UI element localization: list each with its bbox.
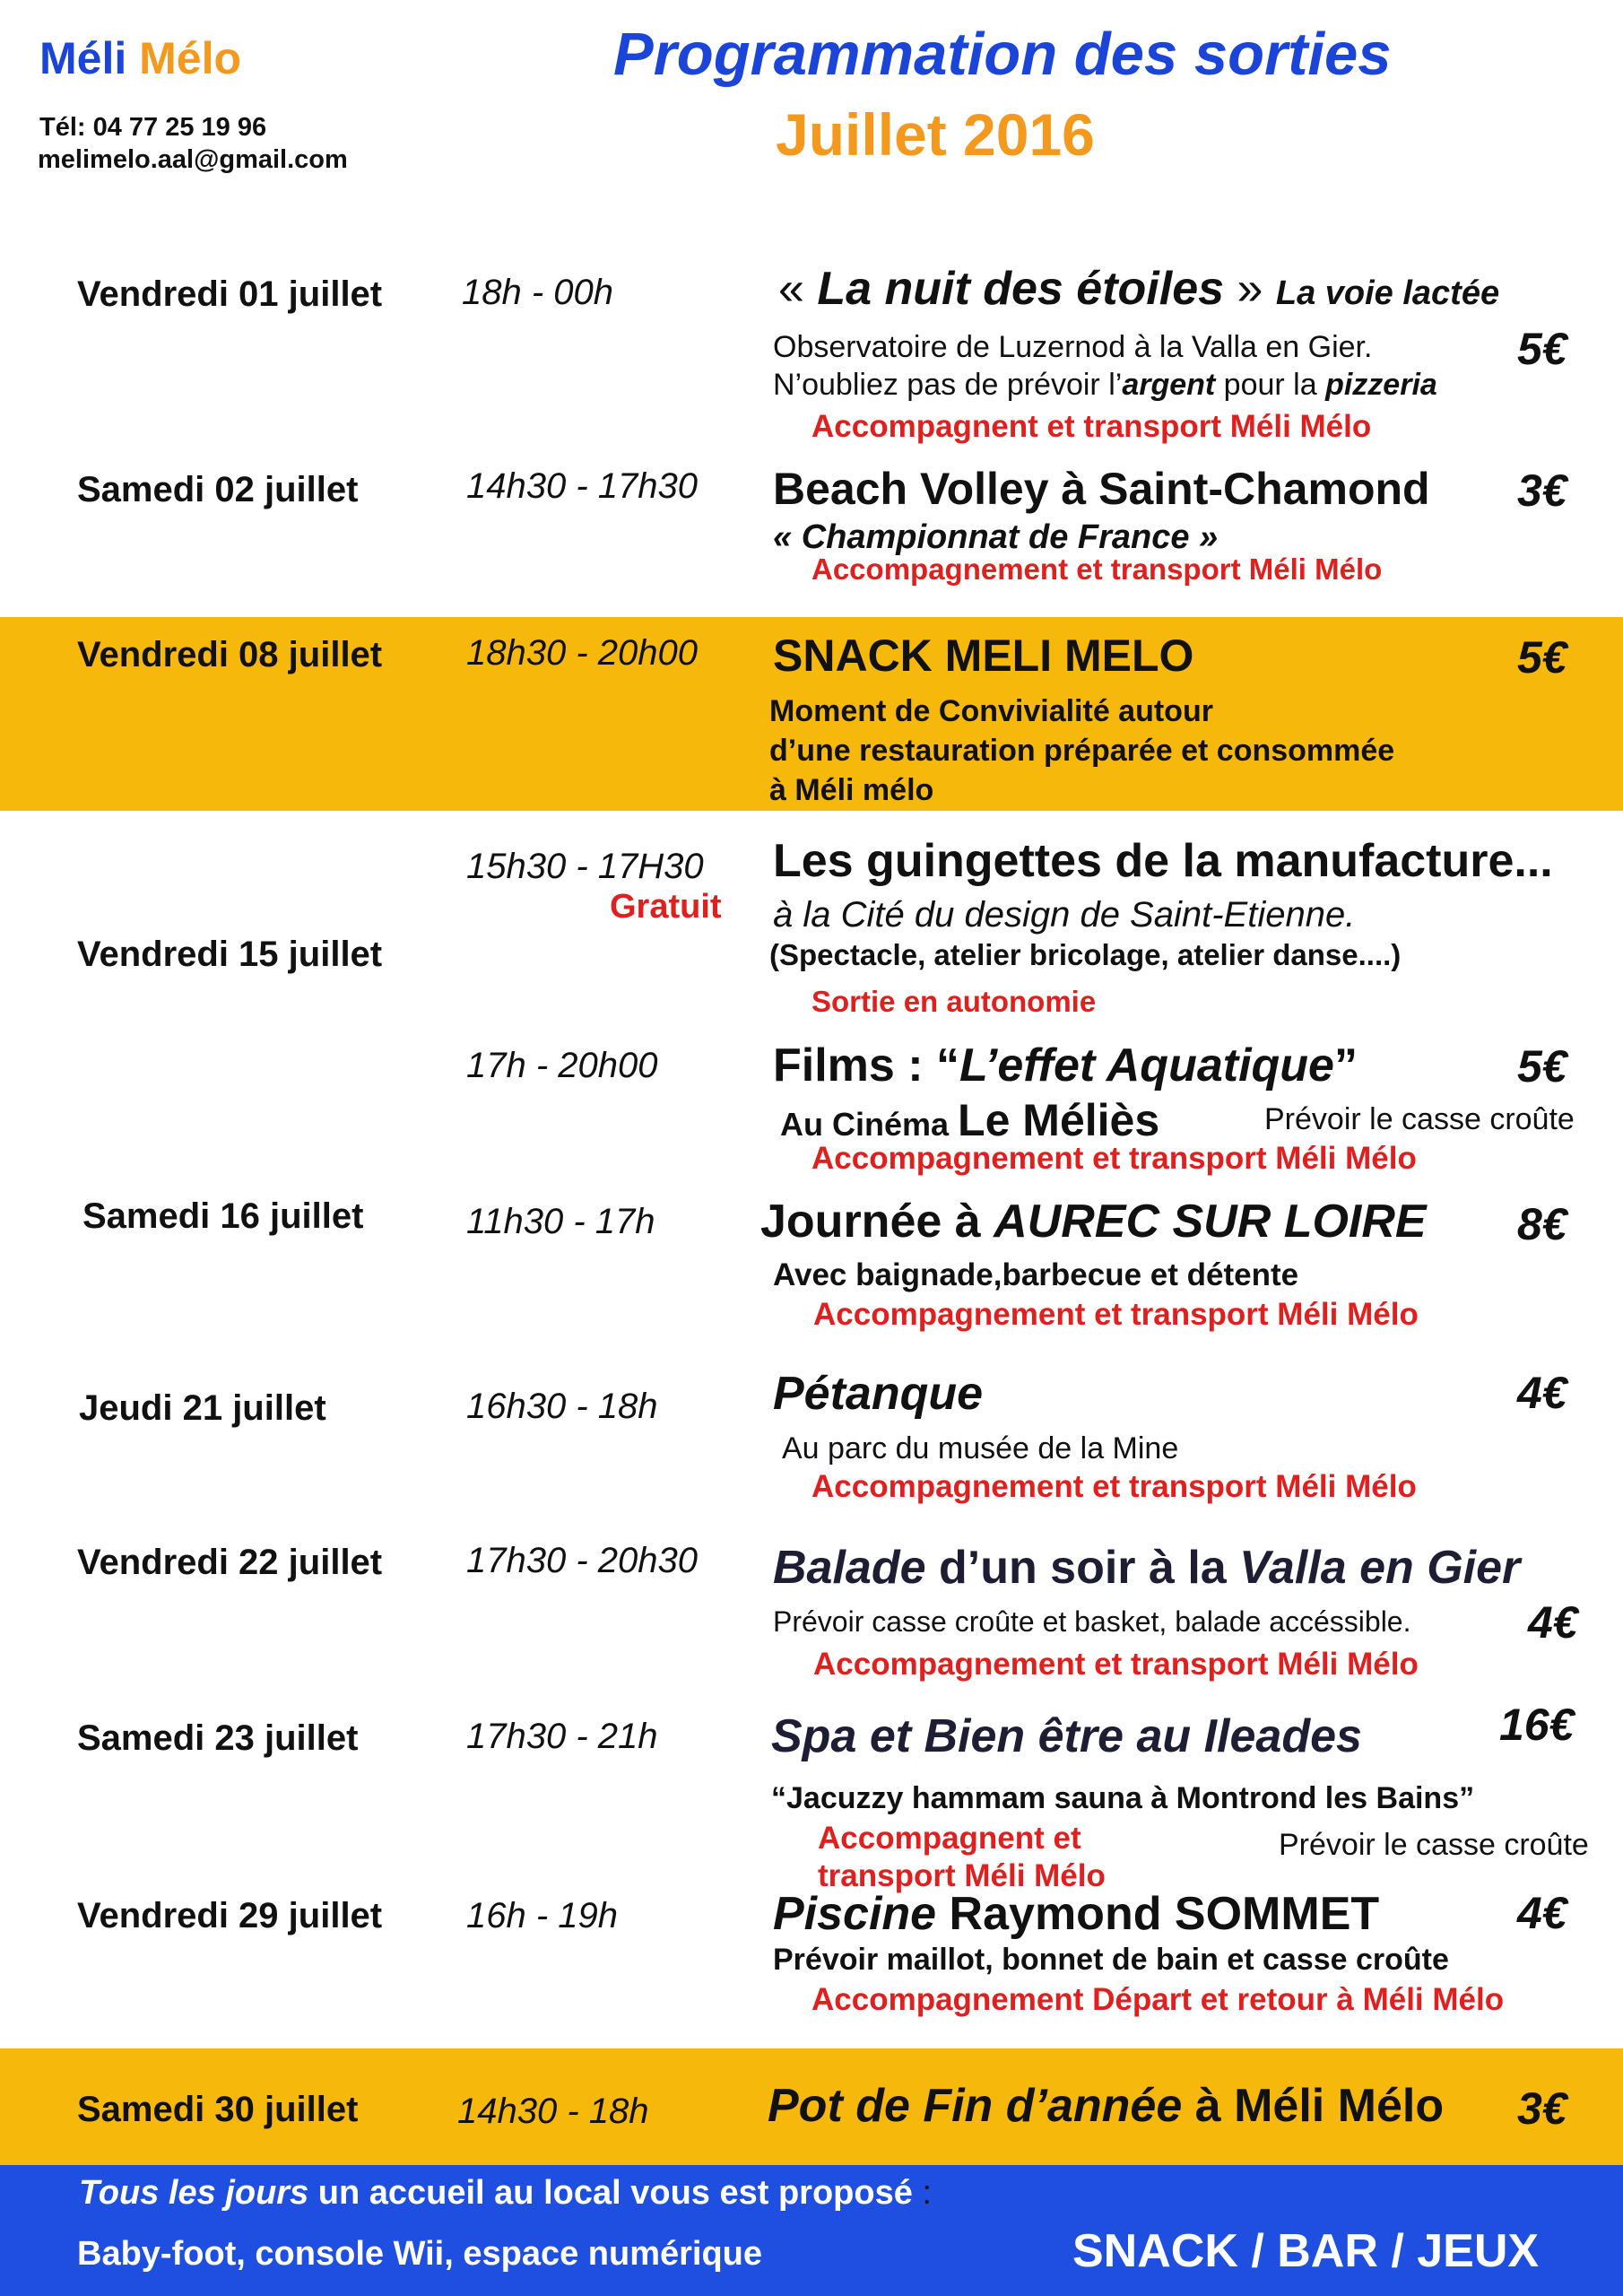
event-time: 17h30 - 20h30 [466,1541,699,1580]
event-day: Vendredi 22 juillet [77,1543,383,1582]
event-price: 3€ [1517,2083,1567,2134]
event-note: Accompagnement et transport Méli Mélo [812,1469,1417,1504]
event-time: 14h30 - 18h [457,2092,649,2131]
logo [39,32,241,84]
event-note: Accompagnent et transport Méli Mélo [812,409,1372,444]
title-extra: La voie lactée [1275,274,1500,312]
event-title: SNACK MELI MELO [773,631,1194,681]
event-price: 5€ [1517,632,1567,683]
event-day: Samedi 16 juillet [82,1196,364,1236]
event-line: Avec baignade,barbecue et détente [773,1257,1299,1292]
event-extra: Prévoir le casse croûte [1264,1102,1575,1136]
event-line: d’une restauration préparée et consommée [769,734,1395,768]
event-day: Samedi 02 juillet [77,470,359,509]
event-line: Au parc du musée de la Mine [782,1431,1179,1465]
event-time: 15h30 - 17H30 [466,847,704,886]
event-day: Vendredi 08 juillet [77,635,383,674]
event-note: Accompagnement Départ et retour à Méli Mélo [812,1982,1505,2017]
event-line: Prévoir casse croûte et basket, balade accéssible. [773,1605,1411,1638]
event-time: 18h30 - 20h00 [466,633,699,673]
event-day: Vendredi 15 juillet [77,935,383,974]
event-title: Spa et Bien être au Ileades [771,1710,1362,1762]
open-quote: « [778,263,804,315]
footer-right: SNACK / BAR / JEUX [1072,2225,1540,2277]
event-price: 5€ [1517,1041,1567,1091]
close-quote: » [1237,263,1263,315]
event-note: Accompagnement et transport Méli Mélo [813,1647,1419,1682]
event-price: 16€ [1499,1700,1575,1750]
event-time: 16h30 - 18h [466,1387,658,1426]
page-title: Programmation des sorties [613,21,1392,88]
event-day: Vendredi 01 juillet [77,274,383,314]
event-title: Journée à AUREC SUR LOIRE [760,1196,1427,1248]
event-day: Samedi 30 juillet [77,2090,359,2129]
phone: Tél: 04 77 25 19 96 [39,113,267,142]
event-time: 14h30 - 17h30 [466,466,699,506]
event-price: 4€ [1517,1368,1567,1418]
free-badge: Gratuit [610,888,722,926]
footer-line1: Tous les jours un accueil au local vous est proposé : [79,2174,932,2212]
event-line: Observatoire de Luzernod à la Valla en Gier. [773,330,1373,364]
event-price: 3€ [1517,465,1567,516]
event-price: 8€ [1517,1199,1567,1249]
event-title: Beach Volley à Saint-Chamond [773,464,1430,514]
event-time: 16h - 19h [466,1896,619,1935]
event-line: “Jacuzzy hammam sauna à Montrond les Bains” [771,1781,1475,1815]
event-note: Accompagnement et transport Méli Mélo [812,1141,1417,1176]
event-day: Vendredi 29 juillet [77,1896,383,1935]
event-title: Balade d’un soir à la Valla en Gier [773,1542,1521,1594]
event-line: à la Cité du design de Saint-Etienne. [773,895,1356,935]
event-price: 4€ [1517,1888,1567,1938]
logo-melo: Mélo [139,33,242,83]
event-line: (Spectacle, atelier bricolage, atelier danse....) [769,938,1402,971]
event-line: Prévoir maillot, bonnet de bain et casse croûte [773,1943,1449,1977]
event-title [778,262,1499,316]
footer-line2: Baby-foot, console Wii, espace numérique [77,2235,763,2273]
event-price: 4€ [1528,1597,1578,1648]
event-time: 17h - 20h00 [466,1046,658,1085]
event-subtitle: « Championnat de France » [773,518,1219,556]
event-title: Films : “L’effet Aquatique” [773,1039,1358,1091]
event-title: Piscine Raymond SOMMET [773,1888,1380,1940]
page-subtitle: Juillet 2016 [776,101,1095,168]
event-day: Samedi 23 juillet [77,1718,359,1758]
title-main: La nuit des étoiles [817,263,1225,315]
event-extra: Prévoir le casse croûte [1279,1828,1589,1862]
event-title: Pétanque [773,1368,984,1420]
event-note: Accompagnent et [818,1821,1081,1856]
event-note: Sortie en autonomie [812,985,1097,1018]
event-note: transport Méli Mélo [818,1858,1106,1893]
event-time: 11h30 - 17h [466,1202,655,1241]
event-note: Accompagnement et transport Méli Mélo [813,1297,1419,1332]
event-line: à Méli mélo [769,773,934,807]
event-title: Pot de Fin d’année à Méli Mélo [768,2080,1445,2132]
logo-meli: Méli [39,33,127,83]
event-line: Au Cinéma Le Méliès [780,1095,1160,1145]
email: melimelo.aal@gmail.com [38,145,348,174]
event-line: Moment de Convivialité autour [769,694,1213,728]
event-time: 17h30 - 21h [466,1717,658,1756]
event-day: Jeudi 21 juillet [79,1388,326,1428]
event-time: 18h - 00h [462,273,614,312]
event-price: 5€ [1517,324,1567,374]
event-title: Les guingettes de la manufacture... [773,835,1553,887]
event-note: Accompagnement et transport Méli Mélo [812,552,1383,586]
event-line: N’oubliez pas de prévoir l’argent pour la pizzeria [773,368,1437,402]
